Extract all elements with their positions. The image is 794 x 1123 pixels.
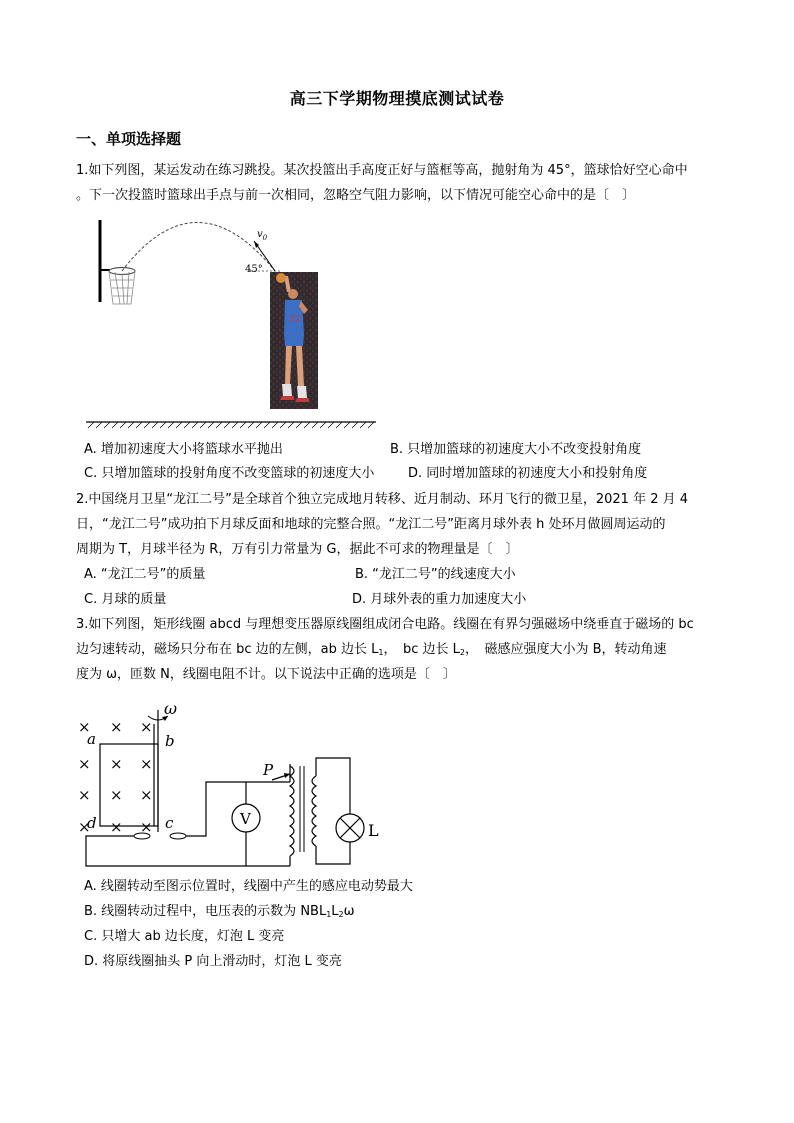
omega-label: ω xyxy=(164,699,178,718)
basketball xyxy=(276,273,286,283)
svg-text:32: 32 xyxy=(289,315,301,325)
q1-option-d[interactable]: D. 同时增加篮球的初速度大小和投射角度 xyxy=(408,466,648,481)
q2-option-d[interactable]: D. 月球外表的重力加速度大小 xyxy=(352,592,527,607)
q1-option-b[interactable]: B. 只增加篮球的初速度大小不改变投射角度 xyxy=(390,442,642,457)
q1-option-a[interactable]: A. 增加初速度大小将篮球水平抛出 xyxy=(84,442,283,457)
svg-text:×: × xyxy=(110,786,123,804)
q3-stem-line3: 度为 ω，匝数 N，线圈电阻不计。以下说法中正确的选项是〔 〕 xyxy=(76,667,456,682)
svg-text:d: d xyxy=(87,814,97,832)
svg-text:c: c xyxy=(165,814,174,832)
q3-option-a[interactable]: A. 线圈转动至图示位置时，线圈中产生的感应电动势最大 xyxy=(84,879,413,894)
q1-basketball-figure xyxy=(80,214,380,436)
svg-text:×: × xyxy=(140,786,153,804)
angle-label: 45° xyxy=(245,264,263,275)
q1-stem-line1: 1.如下列图，某运发动在练习跳投。某次投篮出手高度正好与篮框等高，抛射角为 45°，篮球恰好空心命中 xyxy=(76,163,688,178)
q3-stem-line1: 3.如下列图，矩形线圈 abcd 与理想变压器原线圈组成闭合电路。线圈在有界匀强磁场中绕垂直于磁场的 bc xyxy=(76,617,694,632)
hoop-net xyxy=(109,271,135,304)
q2-option-c[interactable]: C. 月球的质量 xyxy=(84,592,167,607)
q3-circuit-figure xyxy=(72,694,392,870)
svg-text:×: × xyxy=(110,818,123,836)
velocity-label: $v_0$ xyxy=(257,229,268,242)
primary-coil xyxy=(290,766,294,856)
q2-stem-line3: 周期为 T，月球半径为 R，万有引力常量为 G，据此不可求的物理量是〔 〕 xyxy=(76,542,519,557)
svg-text:×: × xyxy=(78,818,91,836)
svg-text:a: a xyxy=(87,730,96,748)
q3-stem-line2: 边匀速转动，磁场只分布在 bc 边的左侧，ab 边长 $L_1$， bc 边长 $L_2$， 磁感应强度大小为 B，转动角速 xyxy=(76,642,667,657)
svg-text:V: V xyxy=(240,810,251,828)
q3-option-b[interactable]: B. 线圈转动过程中，电压表的示数为 $NBL_1L_2\omega$ xyxy=(84,904,355,919)
svg-text:L: L xyxy=(368,821,379,840)
q2-option-a[interactable]: A. “龙江二号”的质量 xyxy=(84,567,206,582)
q2-option-b[interactable]: B. “龙江二号”的线速度大小 xyxy=(355,567,516,582)
q3-option-c[interactable]: C. 只增大 ab 边长度，灯泡 L 变亮 xyxy=(84,929,285,944)
q2-stem-line2: 日，“龙江二号”成功拍下月球反面和地球的完整合照。“龙江二号”距离月球外表 h 处环月做圆周运动的 xyxy=(76,517,666,532)
svg-text:×: × xyxy=(78,755,91,773)
q1-stem-line2: 。下一次投篮时篮球出手点与前一次相同，忽略空气阻力影响，以下情况可能空心命中的是〔 〕 xyxy=(76,188,636,203)
q3-option-d[interactable]: D. 将原线圈抽头 P 向上滑动时，灯泡 L 变亮 xyxy=(84,954,342,969)
slip-ring-right xyxy=(170,833,186,839)
svg-text:P: P xyxy=(263,761,274,779)
svg-text:×: × xyxy=(78,718,91,736)
page-title: 高三下学期物理摸底测试试卷 xyxy=(289,89,505,108)
svg-text:b: b xyxy=(165,732,175,750)
svg-text:×: × xyxy=(110,755,123,773)
q1-option-c[interactable]: C. 只增加篮球的投射角度不改变篮球的初速度大小 xyxy=(84,466,375,481)
section-heading: 一、单项选择题 xyxy=(76,130,182,148)
q2-stem-line1: 2.中国绕月卫星“龙江二号”是全球首个独立完成地月转移、近月制动、环月飞行的微卫星，2021 年 2 月 4 xyxy=(76,492,689,507)
svg-text:×: × xyxy=(78,786,91,804)
secondary-coil xyxy=(312,776,316,846)
svg-text:×: × xyxy=(140,818,153,836)
svg-text:×: × xyxy=(140,755,153,773)
svg-text:×: × xyxy=(140,718,153,736)
svg-text:×: × xyxy=(110,718,123,736)
